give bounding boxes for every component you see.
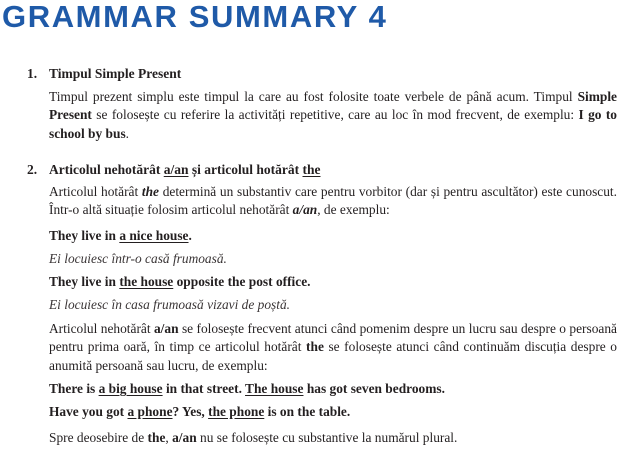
example-4-english-segment: is on the table.: [264, 404, 351, 419]
section-2-paragraph-1-segment: a/an: [292, 202, 318, 218]
section-2-paragraph-3-segment: ,: [165, 430, 173, 445]
section-2-paragraph-3-segment: nu se folosește cu substantive la numărul plural.: [196, 430, 458, 445]
section-2-paragraph-2-segment: se folosește atunci când continuăm discuția despre o anumită persoană sau lucru, de exemplu:: [49, 339, 617, 373]
section-1-paragraph-segment: .: [125, 125, 130, 141]
example-1-english: [49, 228, 192, 244]
example-1-english-segment: .: [188, 228, 192, 243]
section-2-paragraph-1-segment: Articolul hotărât: [49, 184, 142, 199]
section-2-paragraph-3: [49, 429, 617, 447]
section-2-title-segment: Articolul nehotărât: [49, 162, 164, 177]
section-2-paragraph-1-segment: , de exemplu:: [317, 202, 390, 218]
section-2-number: 2.: [27, 162, 38, 177]
section-1-paragraph-segment: Simple Present: [49, 89, 617, 123]
section-1-paragraph-segment: se folosește cu referire la activități repetitive, care au loc în mod frecvent, de exemplu:: [91, 107, 579, 123]
example-4-english-segment: ? Yes,: [172, 404, 209, 419]
section-1-heading: [27, 66, 181, 82]
example-4-english: [49, 404, 350, 420]
example-1-english-segment: They live in: [49, 228, 120, 243]
example-4-english-segment: a phone: [127, 404, 173, 419]
page-title: GRAMMAR SUMMARY 4: [2, 0, 388, 34]
example-1-english-segment: a nice house: [119, 228, 189, 243]
example-2-english-segment: the house: [119, 274, 174, 289]
section-2-title-segment: the: [302, 162, 321, 177]
section-2-title-segment: a/an: [163, 162, 189, 177]
section-1-paragraph-segment: Timpul prezent simplu este timpul la care au fost folosite toate verbele de până acum. Timpul: [49, 89, 578, 104]
section-2-paragraph-1-segment: the: [141, 184, 160, 199]
section-2-paragraph-3-segment: Spre deosebire de: [49, 430, 148, 445]
example-2-romanian: Ei locuiesc în casa frumoasă vizavi de poștă.: [49, 297, 290, 312]
example-3-english-segment: has got seven bedrooms.: [303, 381, 445, 396]
section-2-paragraph-2-segment: se folosește frecvent atunci când pomenim despre un lucru sau despre o persoană pentru prima oară, în timp ce articolul hotărât: [49, 321, 617, 355]
section-2-paragraph-3-segment: a/an: [172, 430, 197, 445]
example-3-english-segment: The house: [245, 381, 304, 396]
example-3-english-segment: There is: [49, 381, 99, 396]
section-2-paragraph-3-segment: the: [147, 430, 166, 445]
example-4-english-segment: the phone: [208, 404, 265, 419]
section-2-paragraph-2-segment: Articolul nehotărât: [49, 321, 154, 336]
section-2-paragraph-1: [49, 183, 617, 220]
example-2-english: [49, 274, 311, 290]
section-2-paragraph-2: [49, 320, 617, 375]
section-2-paragraph-1-segment: determină un substantiv care pentru vorbitor (dar și pentru ascultător) este cunoscut. Într-o altă situație folosim articolul nehotărât: [49, 184, 617, 218]
example-1-romanian: Ei locuiesc într-o casă frumoasă.: [49, 251, 227, 266]
example-2-english-segment: opposite the post office.: [173, 274, 311, 289]
example-3-english-segment: in that street.: [162, 381, 246, 396]
example-4-english-segment: Have you got: [49, 404, 128, 419]
section-2-title-segment: și articolul hotărât: [188, 162, 303, 177]
section-2-paragraph-2-segment: the: [306, 339, 324, 355]
example-3-english-segment: a big house: [98, 381, 163, 396]
section-1-paragraph-segment: I go to school by bus: [49, 107, 617, 141]
example-2-english-segment: They live in: [49, 274, 120, 289]
section-2-heading: [27, 162, 321, 178]
section-1-title: Timpul Simple Present: [49, 66, 182, 81]
section-2-paragraph-2-segment: a/an: [153, 321, 179, 336]
example-3-english: [49, 381, 445, 397]
section-2-title: [49, 162, 321, 177]
section-1-number: 1.: [27, 66, 38, 81]
section-1-paragraph: [49, 88, 617, 143]
